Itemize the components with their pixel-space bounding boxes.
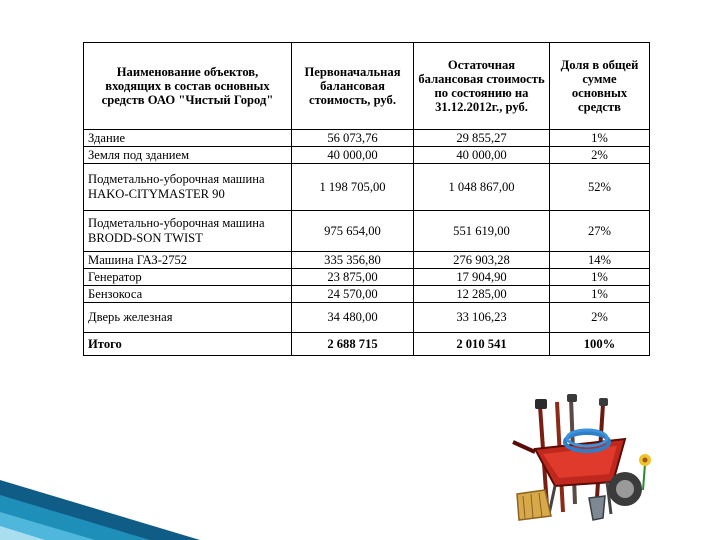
cell-name: Бензокоса	[84, 286, 292, 303]
cell-name: Машина ГАЗ-2752	[84, 252, 292, 269]
cell-name: Генератор	[84, 269, 292, 286]
table-row	[84, 130, 650, 147]
table-total-row	[84, 333, 650, 356]
header-share: Доля в общей сумме основных средств	[550, 43, 650, 130]
cell-initial: 23 875,00	[292, 269, 414, 286]
cell-initial: 40 000,00	[292, 147, 414, 164]
cell-initial: 56 073,76	[292, 130, 414, 147]
cell-initial: 1 198 705,00	[292, 164, 414, 211]
table-row	[84, 252, 650, 269]
cell-share: 1%	[550, 286, 650, 303]
cell-initial: 975 654,00	[292, 211, 414, 252]
cell-name: Итого	[84, 333, 292, 356]
table-row	[84, 211, 650, 252]
assets-table-container	[83, 42, 649, 356]
cell-initial: 24 570,00	[292, 286, 414, 303]
cell-residual: 2 010 541	[414, 333, 550, 356]
cell-share: 2%	[550, 147, 650, 164]
cell-share: 1%	[550, 130, 650, 147]
cell-initial: 2 688 715	[292, 333, 414, 356]
garden-tools-wheelbarrow-icon	[505, 394, 655, 529]
cell-residual: 29 855,27	[414, 130, 550, 147]
cell-share: 27%	[550, 211, 650, 252]
cell-name: Подметально-уборочная машина BRODD-SON TWIST	[84, 211, 292, 252]
cell-name: Земля под зданием	[84, 147, 292, 164]
cell-name: Здание	[84, 130, 292, 147]
header-initial-value: Первоначальная балансовая стоимость, руб.	[292, 43, 414, 130]
header-residual-value: Остаточная балансовая стоимость по состоянию на 31.12.2012г., руб.	[414, 43, 550, 130]
cell-share: 14%	[550, 252, 650, 269]
corner-wave-icon	[0, 440, 200, 540]
cell-share: 1%	[550, 269, 650, 286]
cell-residual: 12 285,00	[414, 286, 550, 303]
header-asset-name: Наименование объектов, входящих в состав основных средств ОАО "Чистый Город"	[84, 43, 292, 130]
cell-initial: 335 356,80	[292, 252, 414, 269]
cell-residual: 17 904,90	[414, 269, 550, 286]
cell-share: 2%	[550, 303, 650, 333]
cell-residual: 40 000,00	[414, 147, 550, 164]
table-row	[84, 286, 650, 303]
cell-residual: 33 106,23	[414, 303, 550, 333]
table-row	[84, 147, 650, 164]
table-row	[84, 164, 650, 211]
cell-share: 100%	[550, 333, 650, 356]
cell-name: Подметально-уборочная машина HAKO-CITYMASTER 90	[84, 164, 292, 211]
cell-residual: 551 619,00	[414, 211, 550, 252]
table-row	[84, 303, 650, 333]
cell-residual: 276 903,28	[414, 252, 550, 269]
table-row	[84, 269, 650, 286]
cell-initial: 34 480,00	[292, 303, 414, 333]
table-header-row	[84, 43, 650, 130]
fixed-assets-table	[83, 42, 650, 356]
cell-name: Дверь железная	[84, 303, 292, 333]
cell-share: 52%	[550, 164, 650, 211]
cell-residual: 1 048 867,00	[414, 164, 550, 211]
